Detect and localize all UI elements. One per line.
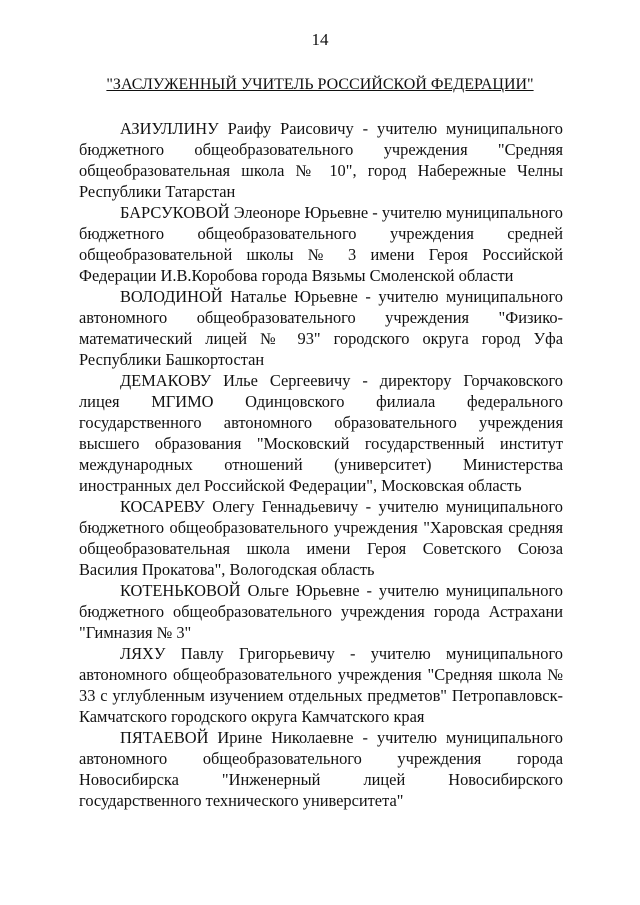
awardee-entry: КОСАРЕВУ Олегу Геннадьевичу - учителю муниципального бюджетного общеобразовательного учреждения "Харовская средняя общеобразовательная школа имени Героя Советского Союза Василия Прокатова", Вологодская область <box>79 497 563 579</box>
awardee-entry: АЗИУЛЛИНУ Раифу Раисовичу - учителю муниципального бюджетного общеобразовательного учреждения "Средняя общеобразовательная школа № 10", город Набережные Челны Республики Татарстан <box>79 119 563 201</box>
awardee-entry: БАРСУКОВОЙ Элеоноре Юрьевне - учителю муниципального бюджетного общеобразовательного учреждения средней общеобразовательной школы № 3 имени Героя Российской Федерации И.В.Коробова города Вязьмы Смоленской области <box>79 203 563 285</box>
awardee-list <box>79 118 563 811</box>
awardee-entry: ЛЯХУ Павлу Григорьевичу - учителю муниципального автономного общеобразовательного учреждения "Средняя школа № 33 с углубленным изучением отдельных предметов" Петропавловск-Камчатского городского округа Камчатского края <box>79 644 563 726</box>
award-title: "ЗАСЛУЖЕННЫЙ УЧИТЕЛЬ РОССИЙСКОЙ ФЕДЕРАЦИИ" <box>106 76 534 93</box>
page-number: 14 <box>311 30 329 49</box>
awardee-entry: ДЕМАКОВУ Илье Сергеевичу - директору Горчаковского лицея МГИМО Одинцовского филиала федерального государственного автономного образовательного учреждения высшего образования "Московский государственный институт международных отношений (университет) Министерства иностранных дел Российской Федерации", Московская область <box>79 371 563 495</box>
awardee-entry: ВОЛОДИНОЙ Наталье Юрьевне - учителю муниципального автономного общеобразовательного учреждения "Физико-математический лицей № 93" городского округа город Уфа Республики Башкортостан <box>79 287 563 369</box>
awardee-entry: ПЯТАЕВОЙ Ирине Николаевне - учителю муниципального автономного общеобразовательного учреждения города Новосибирска "Инженерный лицей Новосибирского государственного технического университета" <box>79 728 563 810</box>
awardee-entry: КОТЕНЬКОВОЙ Ольге Юрьевне - учителю муниципального бюджетного общеобразовательного учреждения города Астрахани "Гимназия № 3" <box>79 581 563 642</box>
